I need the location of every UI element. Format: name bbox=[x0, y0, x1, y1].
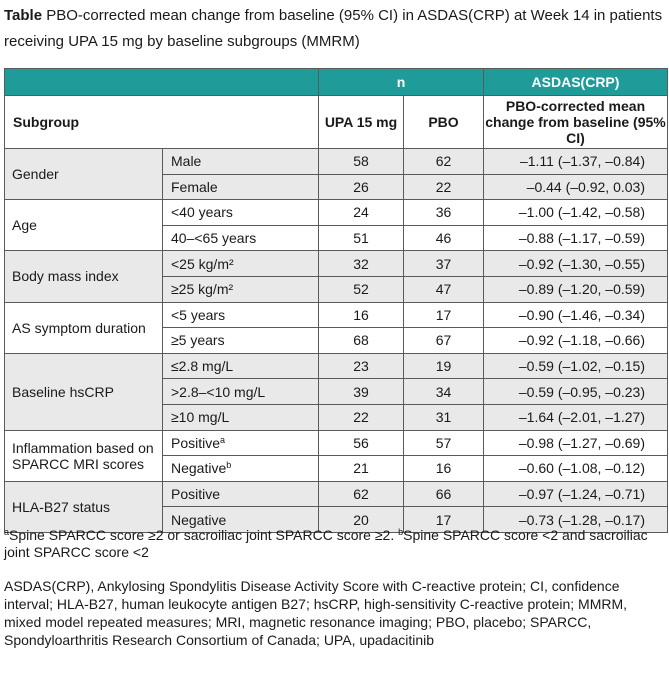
level-cell bbox=[163, 302, 319, 328]
level-cell bbox=[163, 379, 319, 405]
header-subgroup: Subgroup bbox=[5, 96, 319, 149]
change-cell: –1.00 (–1.42, –0.58) bbox=[484, 200, 668, 226]
upa-n-cell: 68 bbox=[319, 328, 404, 354]
pbo-n-cell: 17 bbox=[404, 302, 484, 328]
upa-n-cell: 52 bbox=[319, 276, 404, 302]
header-blank bbox=[5, 69, 319, 96]
pbo-n-cell: 16 bbox=[404, 456, 484, 482]
caption-text: PBO-corrected mean change from baseline (95% CI) in ASDAS(CRP) at Week 14 in patients receiving UPA 15 mg by baseline subgroups (MMRM) bbox=[4, 7, 663, 50]
level-cell bbox=[163, 481, 319, 507]
level-label: <40 years bbox=[171, 204, 233, 221]
change-cell: –1.11 (–1.37, –0.84) bbox=[484, 149, 668, 175]
level-cell bbox=[163, 174, 319, 200]
level-cell bbox=[163, 149, 319, 175]
level-cell bbox=[163, 251, 319, 277]
change-cell: –0.92 (–1.18, –0.66) bbox=[484, 328, 668, 354]
footnote-ab bbox=[4, 527, 668, 561]
table-row bbox=[5, 149, 668, 175]
level-label: ≤2.8 mg/L bbox=[171, 358, 234, 375]
upa-n-cell: 56 bbox=[319, 430, 404, 456]
upa-n-cell: 32 bbox=[319, 251, 404, 277]
pbo-n-cell: 57 bbox=[404, 430, 484, 456]
pbo-n-cell: 62 bbox=[404, 149, 484, 175]
pbo-n-cell: 19 bbox=[404, 353, 484, 379]
level-label: Positive bbox=[171, 434, 221, 451]
level-label: ≥10 mg/L bbox=[171, 409, 230, 426]
caption-label: Table bbox=[4, 7, 43, 24]
upa-n-cell: 26 bbox=[319, 174, 404, 200]
header-pbo: PBO bbox=[404, 96, 484, 149]
pbo-n-cell: 67 bbox=[404, 328, 484, 354]
change-cell: –0.60 (–1.08, –0.12) bbox=[484, 456, 668, 482]
level-label: >2.8–<10 mg/L bbox=[171, 383, 266, 400]
level-label: Female bbox=[171, 178, 218, 195]
change-cell: –0.88 (–1.17, –0.59) bbox=[484, 225, 668, 251]
level-label: Negative bbox=[171, 460, 227, 477]
footnote-b-text: Spine SPARCC score <2 and sacroiliac joint SPARCC score <2 bbox=[4, 527, 648, 560]
table-caption bbox=[4, 3, 664, 55]
table-row bbox=[5, 251, 668, 277]
level-cell bbox=[163, 430, 319, 456]
change-cell: –0.44 (–0.92, 0.03) bbox=[484, 174, 668, 200]
group-name: AS symptom duration bbox=[5, 302, 163, 353]
footnote-mark: a bbox=[220, 434, 226, 445]
change-cell: –0.59 (–0.95, –0.23) bbox=[484, 379, 668, 405]
pbo-n-cell: 31 bbox=[404, 404, 484, 430]
group-name: Inflammation based on SPARCC MRI scores bbox=[5, 430, 163, 481]
level-cell bbox=[163, 456, 319, 482]
level-cell bbox=[163, 404, 319, 430]
pbo-n-cell: 34 bbox=[404, 379, 484, 405]
level-cell bbox=[163, 328, 319, 354]
level-cell bbox=[163, 353, 319, 379]
pbo-n-cell: 36 bbox=[404, 200, 484, 226]
change-cell: –0.89 (–1.20, –0.59) bbox=[484, 276, 668, 302]
level-cell bbox=[163, 276, 319, 302]
pbo-n-cell: 66 bbox=[404, 481, 484, 507]
table-row bbox=[5, 430, 668, 456]
change-cell: –0.97 (–1.24, –0.71) bbox=[484, 481, 668, 507]
pbo-n-cell: 17 bbox=[404, 507, 484, 533]
header-asdas: ASDAS(CRP) bbox=[484, 69, 668, 96]
upa-n-cell: 39 bbox=[319, 379, 404, 405]
level-label: Positive bbox=[171, 486, 221, 503]
footnote-abbreviations: ASDAS(CRP), Ankylosing Spondylitis Disease Activity Score with C-reactive protein; CI, confidence interval; HLA-B27, human leukocyte antigen B27; hsCRP, high-sensitivity C-reactive protein; MMRM, mixed model repeated measures; MRI, magnetic resonance imaging; PBO, placebo; SPARCC, Spondyloarthritis Research Consortium of Canada; UPA, upadacitinib bbox=[4, 578, 628, 648]
level-cell bbox=[163, 225, 319, 251]
change-cell: –0.92 (–1.30, –0.55) bbox=[484, 251, 668, 277]
change-cell: –0.98 (–1.27, –0.69) bbox=[484, 430, 668, 456]
change-cell: –0.59 (–1.02, –0.15) bbox=[484, 353, 668, 379]
level-label: Male bbox=[171, 153, 202, 170]
pbo-n-cell: 47 bbox=[404, 276, 484, 302]
level-label: ≥25 kg/m² bbox=[171, 281, 234, 298]
level-label: 40–<65 years bbox=[171, 230, 257, 247]
group-name: Age bbox=[5, 200, 163, 251]
pbo-n-cell: 22 bbox=[404, 174, 484, 200]
upa-n-cell: 62 bbox=[319, 481, 404, 507]
pbo-n-cell: 37 bbox=[404, 251, 484, 277]
header-change: PBO-corrected mean change from baseline (95% CI) bbox=[484, 96, 668, 149]
change-cell: –0.90 (–1.46, –0.34) bbox=[484, 302, 668, 328]
upa-n-cell: 24 bbox=[319, 200, 404, 226]
header-n: n bbox=[319, 69, 484, 96]
table-body bbox=[5, 149, 668, 533]
group-name: HLA-B27 status bbox=[5, 481, 163, 532]
group-name: Gender bbox=[5, 149, 163, 200]
level-label: ≥5 years bbox=[171, 332, 225, 349]
table-row bbox=[5, 302, 668, 328]
upa-n-cell: 20 bbox=[319, 507, 404, 533]
table-row bbox=[5, 353, 668, 379]
level-label: <5 years bbox=[171, 306, 226, 323]
level-label: <25 kg/m² bbox=[171, 255, 234, 272]
subgroup-table bbox=[4, 68, 668, 533]
level-cell bbox=[163, 200, 319, 226]
group-name: Baseline hsCRP bbox=[5, 353, 163, 430]
upa-n-cell: 22 bbox=[319, 404, 404, 430]
upa-n-cell: 16 bbox=[319, 302, 404, 328]
footnote-a-mark: a bbox=[4, 527, 10, 537]
upa-n-cell: 21 bbox=[319, 456, 404, 482]
upa-n-cell: 58 bbox=[319, 149, 404, 175]
header-upa: UPA 15 mg bbox=[319, 96, 404, 149]
footnote-a-text: Spine SPARCC score ≥2 or sacroiliac joint SPARCC score ≥2. bbox=[9, 527, 395, 543]
footnote-b-mark: b bbox=[398, 527, 404, 537]
footnote-mark: b bbox=[226, 460, 232, 471]
table-row bbox=[5, 200, 668, 226]
pbo-n-cell: 46 bbox=[404, 225, 484, 251]
change-cell: –1.64 (–2.01, –1.27) bbox=[484, 404, 668, 430]
level-label: Negative bbox=[171, 511, 227, 528]
table-row bbox=[5, 481, 668, 507]
upa-n-cell: 23 bbox=[319, 353, 404, 379]
upa-n-cell: 51 bbox=[319, 225, 404, 251]
group-name: Body mass index bbox=[5, 251, 163, 302]
change-cell: –0.73 (–1.28, –0.17) bbox=[484, 507, 668, 533]
